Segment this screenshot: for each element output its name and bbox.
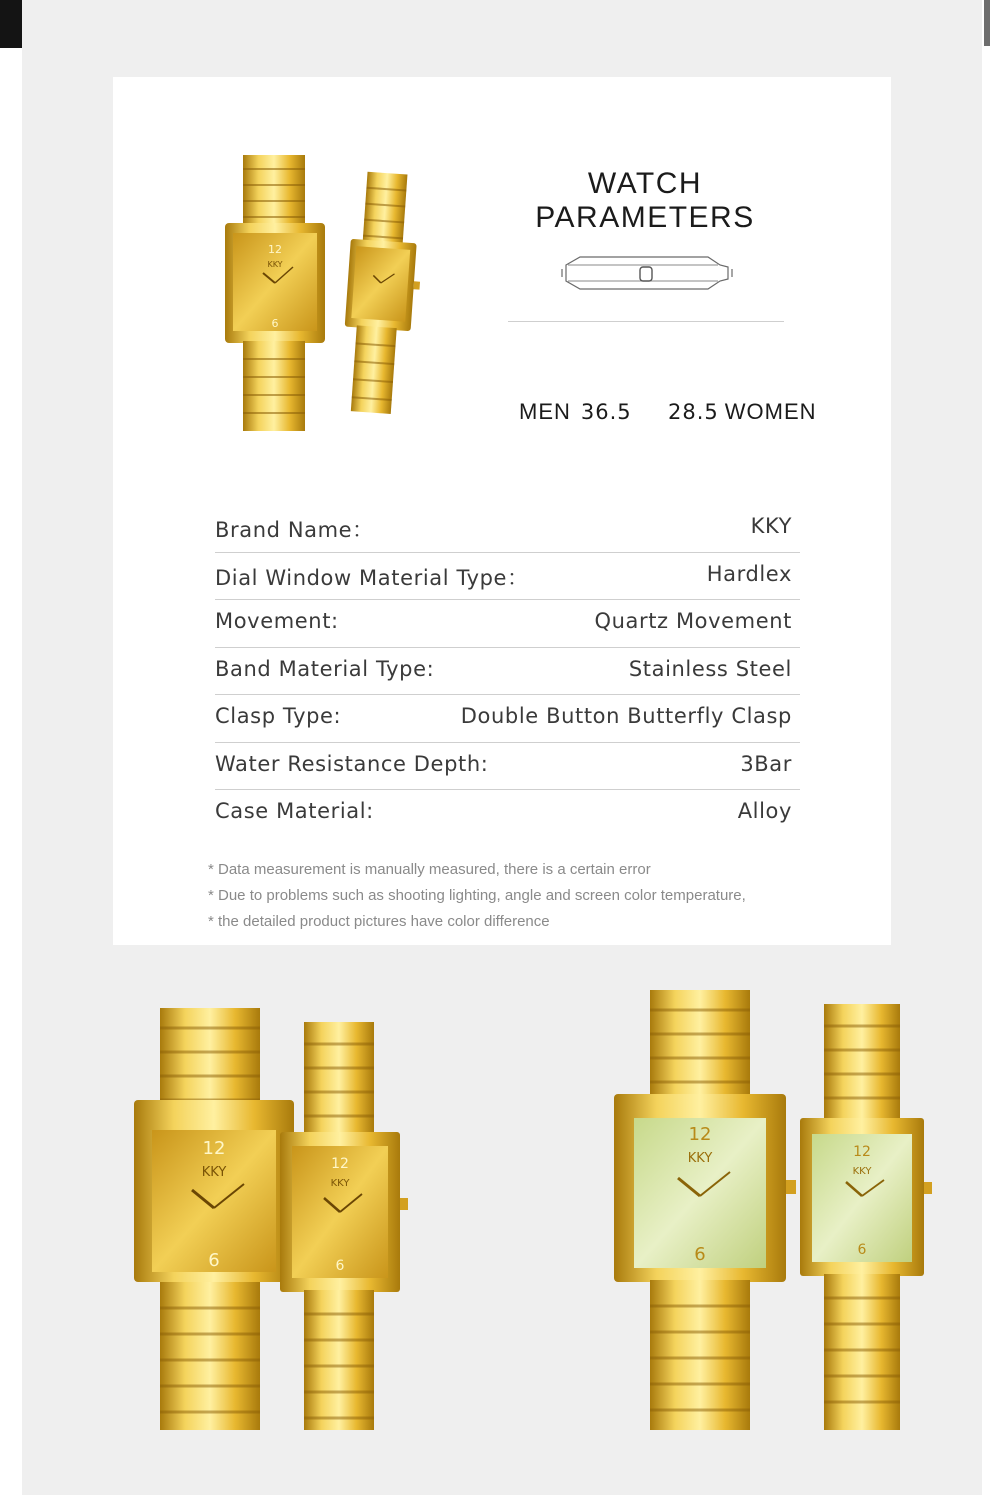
spec-row-band-material [215,648,800,696]
svg-text:KKY: KKY [852,1166,872,1177]
spec-label: Band Material Type: [215,656,435,681]
spec-value: Quartz Movement [594,609,792,633]
spec-label: Movement: [215,609,339,633]
svg-text:6: 6 [271,317,279,330]
spec-label: Clasp Type: [215,704,342,728]
women-size-label: WOMEN [724,399,817,424]
women-watch-gold-icon [280,1022,408,1430]
women-size-value: 28.5 [668,400,719,424]
svg-text:KKY: KKY [687,1151,713,1166]
spec-label: Water Resistance Depth: [215,751,489,776]
spec-value: KKY [750,514,792,538]
women-size [668,399,817,425]
spec-value: Hardlex [706,561,792,586]
top-left-dark-strip [0,0,22,48]
gold-dial-watch-pair-image [132,1008,418,1432]
svg-text:KKY: KKY [201,1165,227,1180]
green-dial-watch-pair-image [612,990,940,1432]
spec-row-dial-window [215,553,800,601]
svg-text:12: 12 [853,1144,871,1160]
svg-text:6: 6 [857,1242,867,1258]
watch-profile-icon [558,245,738,301]
spec-row-water-resistance [215,743,800,791]
svg-text:6: 6 [694,1244,706,1265]
spec-value: Stainless Steel [628,656,792,681]
top-right-dark-strip [984,0,990,46]
svg-text:12: 12 [331,1156,349,1172]
watch-pair-image [221,155,439,431]
note-line: * the detailed product pictures have color difference [208,913,550,930]
svg-text:12: 12 [202,1138,226,1159]
men-size-label: MEN [519,399,571,424]
svg-text:6: 6 [335,1258,345,1274]
svg-text:KKY: KKY [330,1178,350,1189]
parameters-card [113,77,891,945]
spec-label: Brand Name： [215,518,374,542]
note-line: * Data measurement is manually measured, there is a certain error [208,861,651,878]
title-divider [508,321,784,322]
svg-text:6: 6 [208,1250,220,1271]
spec-row-movement [215,600,800,648]
men-size [519,399,632,425]
men-watch-gold-icon [134,1008,294,1430]
spec-value: 3Bar [740,751,792,776]
page-title: WATCH PARAMETERS [535,167,755,234]
men-watch-green-icon [614,990,796,1430]
disclaimer-notes [208,861,858,939]
note-line: * Due to problems such as shooting lighting, angle and screen color temperature, [208,887,746,904]
men-watch-icon [225,155,325,431]
svg-text:KKY: KKY [267,260,283,269]
spec-row-case-material [215,790,800,837]
spec-label: Dial Window Material Type： [215,565,529,590]
spec-value: Alloy [737,799,792,823]
men-size-value: 36.5 [580,400,632,424]
svg-text:12: 12 [688,1124,712,1145]
spec-value: Double Button Butterfly Clasp [460,704,792,728]
spec-row-clasp [215,695,800,743]
svg-text:12: 12 [268,243,282,256]
spec-table [215,505,800,837]
spec-label: Case Material: [215,799,374,823]
women-watch-icon [339,171,428,415]
spec-row-brand [215,505,800,553]
women-watch-green-icon [800,1004,932,1430]
